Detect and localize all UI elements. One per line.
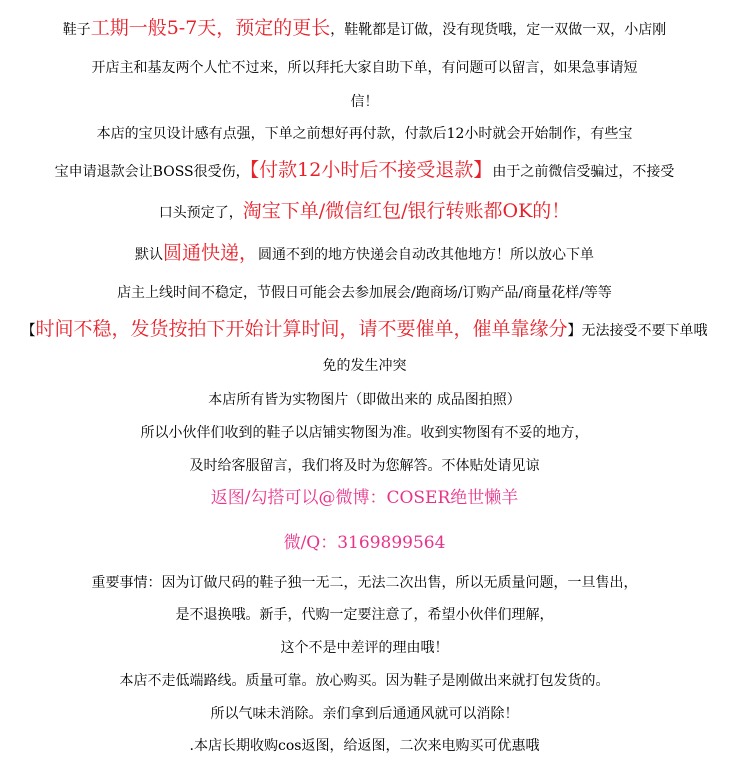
notice-line-11: 本店所有皆为实物图片（即做出来的 成品图拍照） [208,392,521,408]
text: ，鞋靴都是订做，没有现货哦，定一双做一双，小店刚 [330,22,667,38]
text: 由于之前微信受骗过，不接受 [492,164,675,180]
notice-line-2: 开店主和基友两个人忙不过来，所以拜托大家自助下单，有问题可以留言，如果急事请短 [91,60,638,76]
notice-line-9 [0,319,729,341]
notice-line-13: 及时给客服留言，我们将及时为您解答。不体贴处请见谅 [189,458,540,474]
highlight-no-rush: 时间不稳，发货按拍下开始计算时间，请不要催单，催单靠缘分 [35,318,568,340]
text: 圆通不到的地方快递会自动改其他地方！所以放心下单 [258,247,594,263]
text: 【 [21,323,36,339]
notice-line-8: 店主上线时间不稳定，节假日可能会去参加展会/跑商场/订购产品/商量花样/等等 [117,285,612,301]
notice-line-5 [0,160,729,182]
notice-line-10: 免的发生冲突 [322,358,407,374]
notice-line-18: 这个不是中差评的理由哦！ [280,640,449,656]
notice-line-7 [0,243,729,265]
notice-line-17: 是不退换哦。新手，代购一定要注意了，希望小伙伴们理解， [175,607,554,623]
highlight-payment-methods: 淘宝下单/微信红包/银行转账都OK的！ [242,200,571,222]
notice-line-20: 所以气味未消除。亲们拿到后通通风就可以消除！ [210,706,519,722]
qq-contact: 微/Q：3169899564 [283,533,446,553]
text: 鞋子 [62,22,91,38]
notice-line-3: 信！ [350,94,379,110]
highlight-courier: 圆通快递， [162,242,258,264]
notice-line-1 [0,18,729,40]
notice-line-19: 本店不走低端路线。质量可靠。放心购买。因为鞋子是刚做出来就打包发货的。 [119,673,610,689]
text: 】无法接受不要下单哦 [567,323,708,339]
notice-line-6 [0,201,729,223]
notice-line-16: 重要事情：因为订做尺码的鞋子独一无二，无法二次出售，所以无质量问题，一旦售出， [91,575,638,591]
text: 宝申请退款会让BOSS很受伤， [54,164,250,180]
notice-line-4: 本店的宝贝设计感有点强，下单之前想好再付款，付款后12小时就会开始制作，有些宝 [96,126,633,142]
weibo-contact: 返图/勾搭可以@微博：COSER绝世懒羊 [210,488,519,508]
notice-line-12: 所以小伙伴们收到的鞋子以店铺实物图为准。收到实物图有不妥的地方， [140,425,589,441]
text: 默认 [134,247,163,263]
text: 口头预定了， [158,205,243,221]
highlight-no-refund: 【付款12小时后不接受退款】 [249,159,493,181]
highlight-production-time: 工期一般5-7天，预定的更长 [90,17,331,39]
notice-line-21: .本店长期收购cos返图，给返图，二次来电购买可优惠哦 [189,738,540,754]
